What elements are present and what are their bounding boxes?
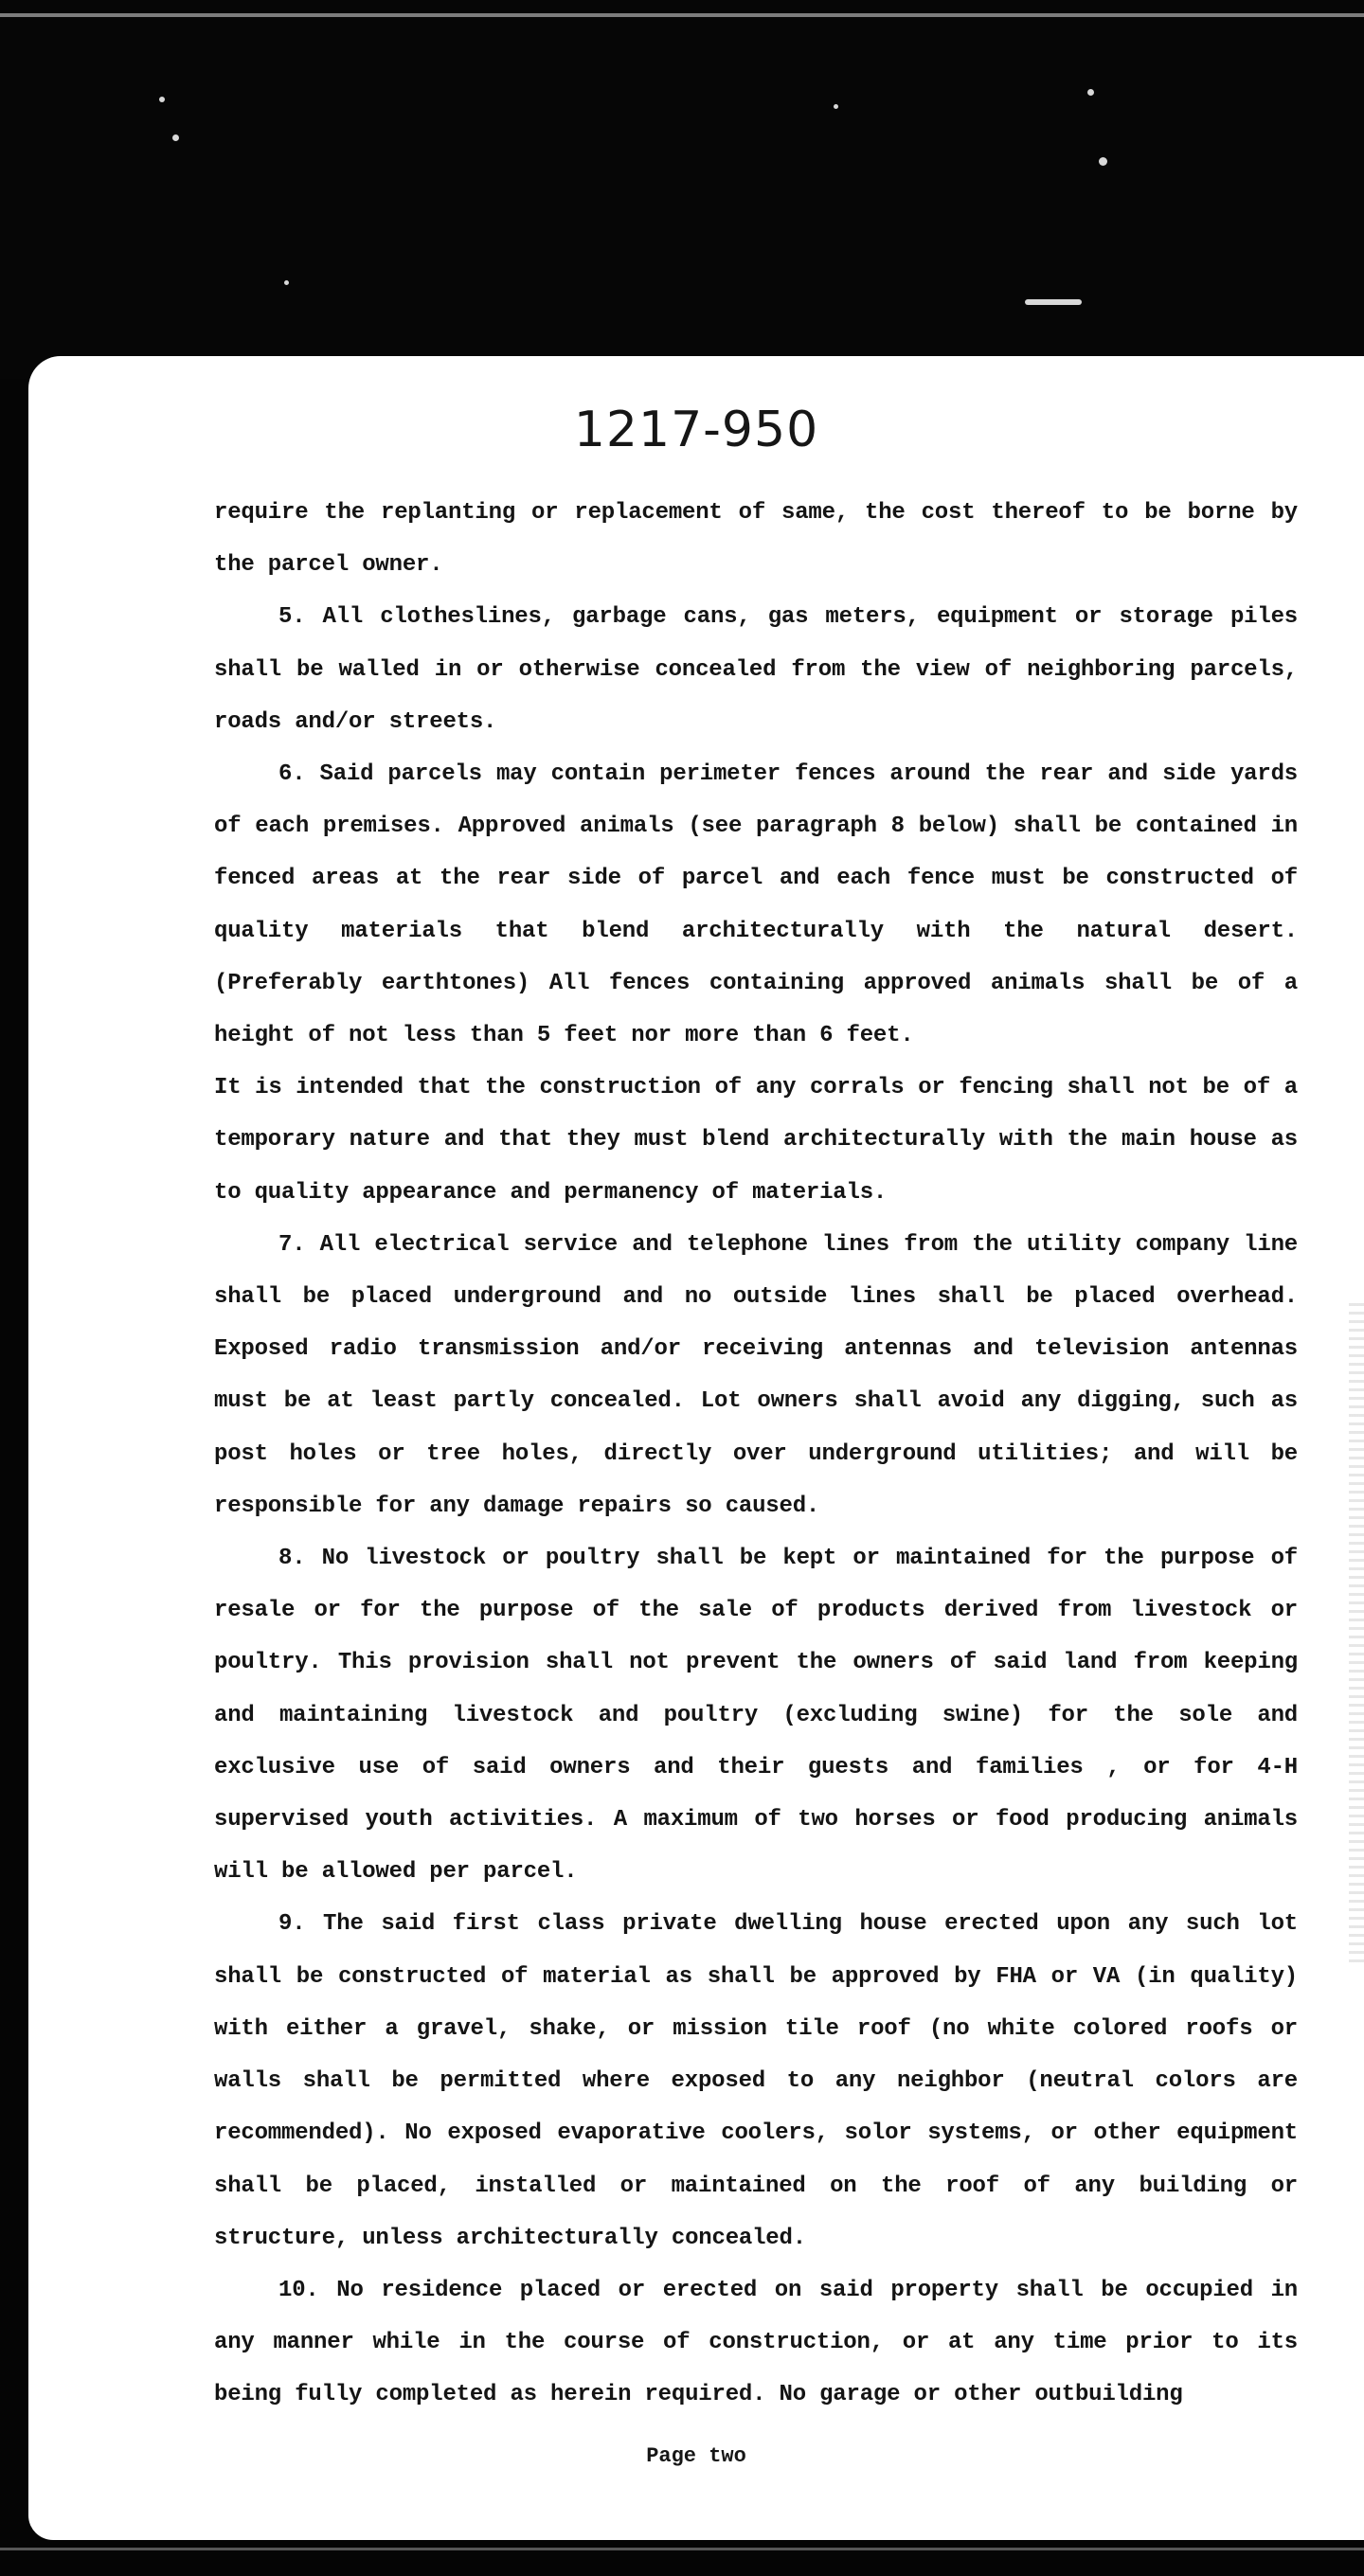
scan-speck — [834, 104, 838, 109]
document-body — [214, 487, 1298, 2422]
paragraph-6-continuation: It is intended that the construction of any corrals or fencing shall not be of a temporary nature and that they must blend architecturally with the main house as to quality appearance and permanency of materials. — [214, 1075, 1298, 1206]
paragraph-continuation: require the replanting or replacement of same, the cost thereof to be borne by the parcel owner. — [214, 500, 1298, 579]
paragraph-10: 10. No residence placed or erected on said property shall be occupied in any manner while in the course of construction, or at any time prior to its being fully completed as herein required. No garage or other outbuilding — [214, 2277, 1298, 2408]
page-footer: Page two — [646, 2444, 746, 2468]
scan-speck — [1025, 299, 1082, 305]
scan-speck — [284, 280, 289, 285]
scan-top-edge — [0, 13, 1364, 17]
paragraph-6: 6. Said parcels may contain perimeter fences around the rear and side yards of each premises. Approved animals (see paragraph 8 below) shall be contained in fenced areas at the rear side of parcel and each fence must be constructed of quality materials that blend architecturally with the natural desert. (Preferably earthtones) All fences containing approved animals shall be of a height of not less than 5 feet nor more than 6 feet. — [214, 761, 1298, 1049]
document-number: 1217-950 — [573, 402, 819, 458]
scan-speck — [172, 134, 179, 141]
scan-bottom-edge — [0, 2548, 1364, 2550]
paragraph-7: 7. All electrical service and telephone lines from the utility company line shall be placed underground and no outside lines shall be placed overhead. Exposed radio transmission and/or receiving antennas and television antennas must be at least partly concealed. Lot owners shall avoid any digging, such as post holes or tree holes, directly over underground utilities; and will be responsible for any damage repairs so caused. — [214, 1231, 1298, 1519]
scan-dark-band — [0, 0, 1364, 379]
scan-speck — [1087, 89, 1094, 96]
paragraph-9: 9. The said first class private dwelling house erected upon any such lot shall be constructed of material as shall be approved by FHA or VA (in quality) with either a gravel, shake, or mission tile roof (no white colored roofs or walls shall be permitted where exposed to any neighbor (neutral colors are recommended). No exposed evaporative coolers, solor systems, or other equipment shall be placed, installed or maintained on the roof of any building or structure, unless architecturally concealed. — [214, 1911, 1298, 2251]
paragraph-8: 8. No livestock or poultry shall be kept or maintained for the purpose of resale or for the purpose of the sale of products derived from livestock or poultry. This provision shall not prevent the owners of said land from keeping and maintaining livestock and poultry (excluding swine) for the sole and exclusive use of said owners and their guests and families , or for 4-H supervised youth activities. A maximum of two horses or food producing animals will be allowed per parcel. — [214, 1546, 1298, 1886]
paragraph-5: 5. All clotheslines, garbage cans, gas meters, equipment or storage piles shall be walled in or otherwise concealed from the view of neighboring parcels, roads and/or streets. — [214, 604, 1298, 735]
scan-speck — [1099, 157, 1107, 166]
scan-speck — [159, 97, 165, 102]
document-page — [28, 356, 1364, 2540]
scan-edge-noise — [1349, 1303, 1364, 1966]
